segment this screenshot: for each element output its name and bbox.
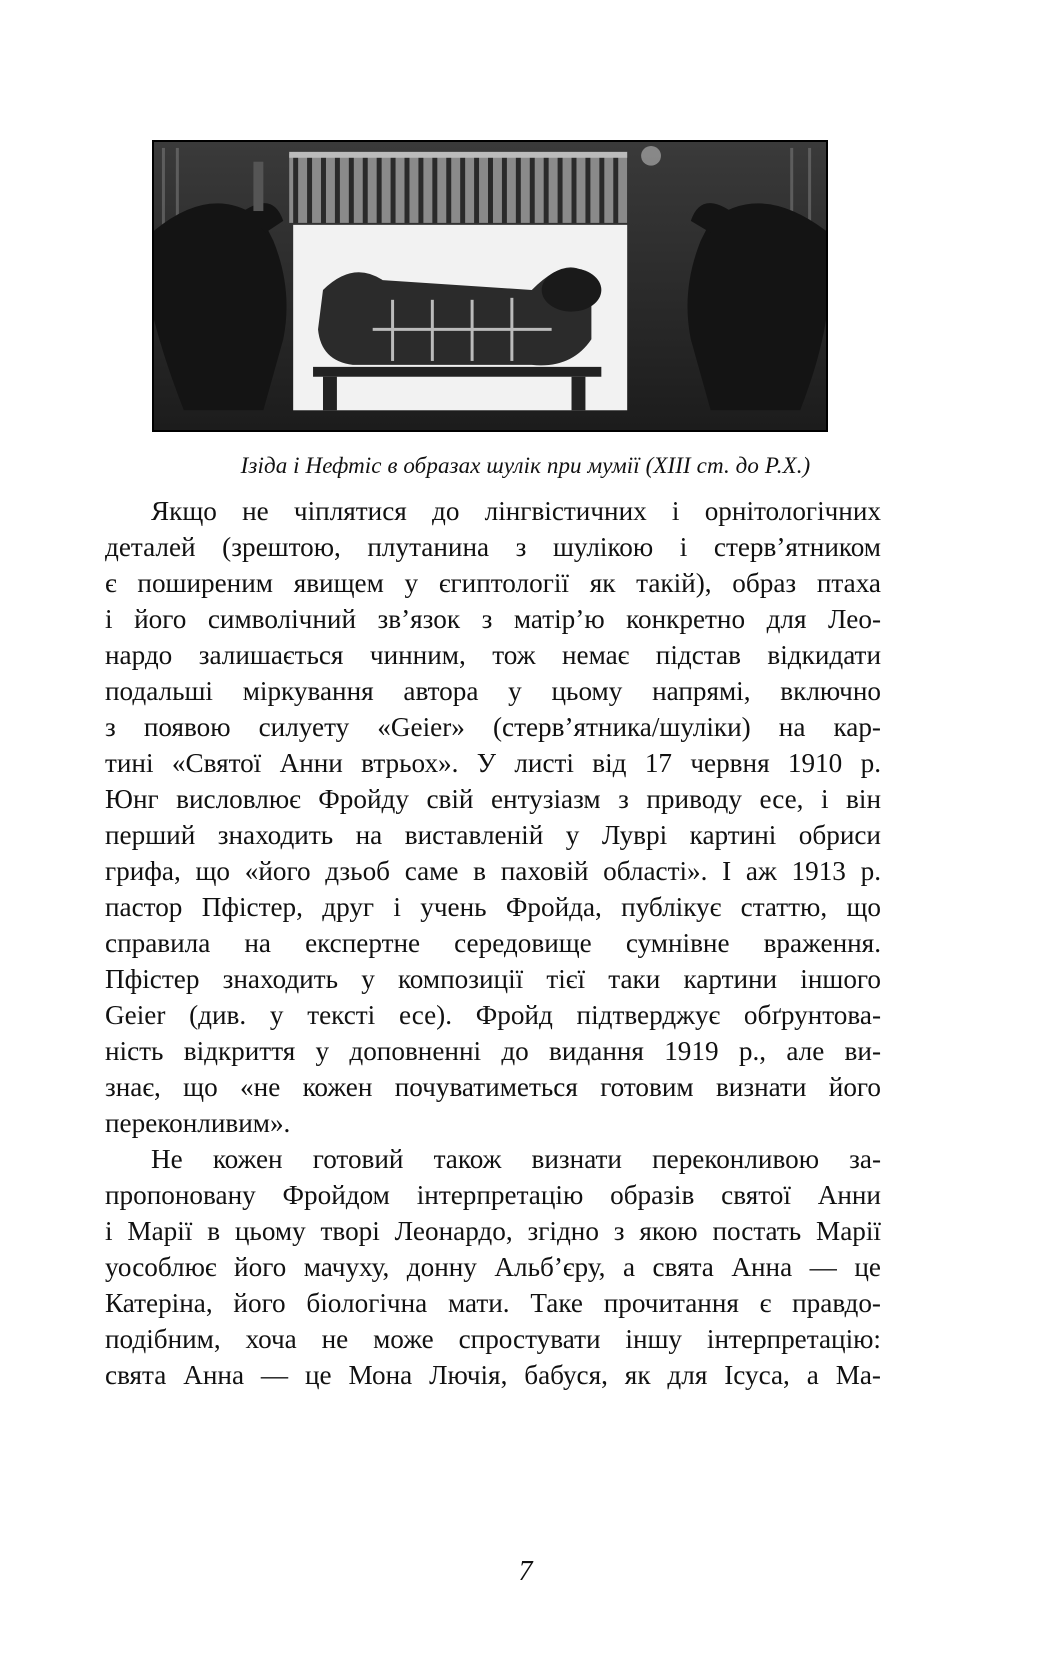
paragraph-line: є поширеним явищем у єгиптології як такій), образ птаха: [105, 568, 881, 598]
paragraph-line: нардо залишається чинним, тож немає підстав відкидати: [105, 640, 881, 670]
page-number: 7: [518, 1556, 533, 1587]
paragraph-line: свята Анна — це Мона Лючія, бабуся, як для Ісуса, а Ма-: [105, 1360, 881, 1390]
paragraph-line: Катеріна, його біологічна мати. Таке прочитання є правдо-: [105, 1288, 881, 1318]
paragraph-line: справила на експертне середовище сумнівне враження.: [105, 928, 881, 958]
paragraph-line: Пфістер знаходить у композиції тієї таки картини іншого: [105, 964, 881, 994]
figure-caption: Ізіда і Нефтіс в образах шулік при мумії (XIII ст. до Р.Х.): [240, 453, 811, 478]
paragraph-line: перший знаходить на виставленій у Луврі картині обриси: [105, 820, 881, 850]
paragraph-line: ність відкриття у доповненні до видання 1919 р., але ви-: [105, 1036, 881, 1066]
paragraph-line: знає, що «не кожен почуватиметься готовим визнати його: [105, 1072, 881, 1102]
paragraph-line: і його символічний зв’язок з матір’ю конкретно для Лео-: [105, 604, 881, 634]
paragraph-line: грифа, що «його дзьоб саме в паховій області». І аж 1913 р.: [105, 856, 881, 886]
paragraph-line: Юнг висловлює Фройду свій ентузіазм з приводу есе, і він: [105, 784, 881, 814]
paragraph-line: подальші міркування автора у цьому напрямі, включно: [105, 676, 881, 706]
paragraph-line: подібним, хоча не може спростувати іншу інтерпретацію:: [105, 1324, 881, 1354]
paragraph-line: пропоновану Фройдом інтерпретацію образів святої Анни: [105, 1180, 881, 1210]
paragraph-line: тині «Святої Анни втрьох». У листі від 17 червня 1910 р.: [105, 748, 881, 778]
paragraph-line: Не кожен готовий також визнати переконливою за-: [151, 1144, 881, 1174]
paragraph-line: деталей (зрештою, плутанина з шулікою і стерв’ятником: [105, 532, 881, 562]
paragraph-line: переконливим».: [105, 1108, 291, 1138]
tomb-painting-image: [154, 142, 826, 430]
paragraph-line: Якщо не чіплятися до лінгвістичних і орнітологічних: [151, 496, 881, 526]
paragraph-line: пастор Пфістер, друг і учень Фройда, публікує статтю, що: [105, 892, 881, 922]
egyptian-tomb-illustration: [152, 140, 828, 432]
paragraph-line: уособлює його мачуху, донну Альб’єру, а свята Анна — це: [105, 1252, 881, 1282]
paragraph-line: і Марії в цьому творі Леонардо, згідно з якою постать Марії: [105, 1216, 881, 1246]
paragraph-line: з появою силуету «Geier» (стерв’ятника/шуліки) на кар-: [105, 712, 881, 742]
paragraph-line: Geier (див. у тексті есе). Фройд підтверджує обґрунтова-: [105, 1000, 881, 1030]
